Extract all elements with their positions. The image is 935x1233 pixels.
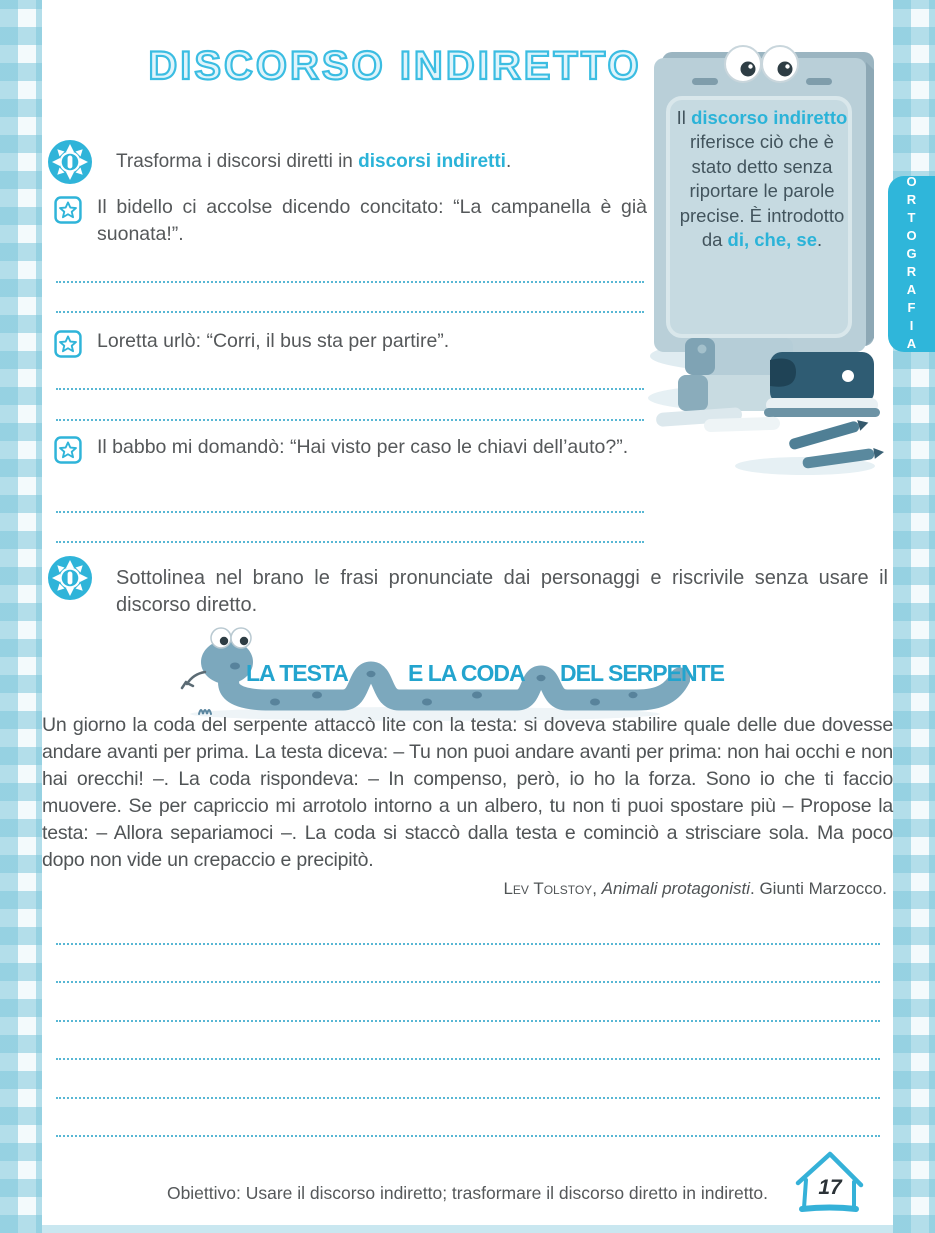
answer-line[interactable] [56,1058,880,1060]
exercise-item-2 [54,328,647,358]
exercise-item-3 [54,434,647,464]
task1-instruction-row [48,140,648,184]
story-title-segment: E LA CODA [408,660,525,686]
task2-instruction-row [48,556,888,619]
answer-line[interactable] [56,281,644,283]
sun-exclamation-icon [48,556,92,600]
task1-instruction-highlight: discorsi indiretti [358,151,506,172]
info-box-part2: riferisce ciò che è stato detto senza riportare le parole precise. È introdotto da [679,131,845,251]
task2-instruction: Sottolinea nel brano le frasi pronunciate dai personaggi e riscrivile senza usare il discorso diretto. [116,567,888,616]
star-bullet-icon [54,436,82,464]
answer-line[interactable] [56,419,644,421]
exercise-item-1 [54,194,647,249]
exercise-sentence-3: Il babbo mi domandò: “Hai visto per caso le chiavi dell’auto?”. [97,436,629,458]
star-bullet-icon [54,196,82,224]
attribution-work-title: Animali protagonisti [601,879,750,898]
answer-line[interactable] [56,541,644,543]
answer-line[interactable] [56,311,644,313]
exercise-sentence-2: Loretta urlò: “Corri, il bus sta per partire”. [97,330,450,352]
info-box-part3: . [817,229,823,251]
attribution-author: Lev Tolstoy [503,879,593,898]
objective-footer: Obiettivo: Usare il discorso indiretto; trasformare il discorso diretto in indiretto. [166,1183,769,1203]
bottom-edge-strip [42,1225,893,1233]
task1-instruction [116,140,511,175]
answer-line[interactable] [56,388,644,390]
task1-instruction-suffix: . [505,151,512,172]
task1-instruction-prefix: Trasforma i discorsi diretti in [116,151,359,172]
info-box [672,106,852,252]
star-bullet-icon [54,330,82,358]
story-attribution [503,879,887,899]
sun-exclamation-icon [48,140,92,184]
attribution-publisher: . Giunti Marzocco. [750,879,887,898]
answer-line[interactable] [56,1097,880,1099]
info-box-bold1: discorso indiretto [691,107,848,128]
info-box-part1: Il [676,107,692,128]
info-box-bold2: di, che, se [727,229,818,251]
answer-line[interactable] [56,511,644,513]
story-title-segment: LA TESTA [246,660,348,686]
book-character-illustration [640,38,888,483]
chapter-tab-ortografia[interactable] [888,176,935,352]
answer-line[interactable] [56,981,880,983]
page-number: 17 [818,1176,842,1199]
exercise-sentence-1: Il bidello ci accolse dicendo concitato: “La campanella è già suonata!”. [97,196,647,246]
story-title-segment: DEL SERPENTE [560,660,724,686]
answer-line[interactable] [56,943,880,945]
answer-line[interactable] [56,1135,880,1137]
story-text: Un giorno la coda del serpente attaccò lite con la testa: si doveva stabilire quale delle due dovesse andare avanti per prima. La testa diceva: – Tu non puoi andare avanti per prima: non hai occhi e non hai orecchi! –. La coda rispondeva: – In compenso, però, io ho la forza. Sono io che ti faccio muovere. Se per capriccio mi arrotolo intorno a un albero, tu non ti puoi spostare più – Propose la testa: – Allora separiamoci –. La coda si staccò dalla testa e cominciò a strisciare sola. Ma poco dopo non vide un crepaccio e precipitò. [42,714,893,871]
page-number-house [793,1146,867,1218]
chapter-tab-label: ORTOGRAFIA [904,174,919,354]
attribution-separator: , [592,879,602,898]
gingham-border-left [0,0,42,1233]
answer-line[interactable] [56,1020,880,1022]
page-title: DISCORSO INDIRETTO [148,44,642,88]
